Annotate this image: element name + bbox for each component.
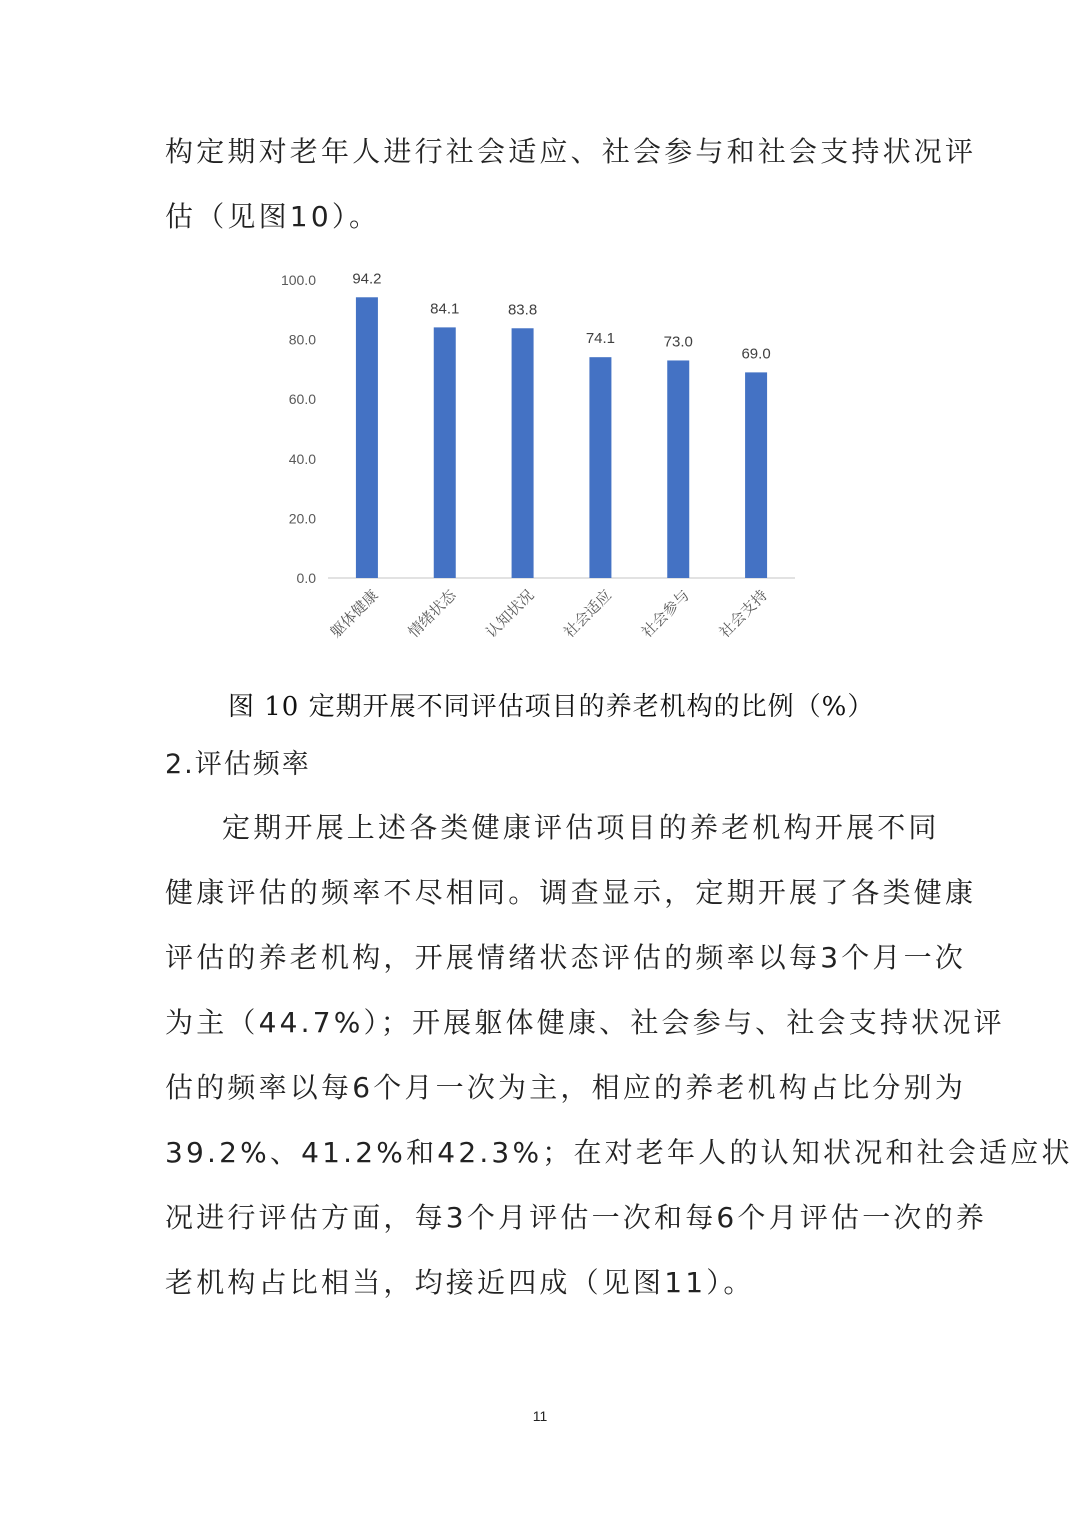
x-category-label: 躯体健康: [327, 586, 382, 642]
body-line: 况进行评估方面，每3个月评估一次和每6个月评估一次的养: [165, 1201, 988, 1234]
bar: [356, 297, 378, 578]
y-tick-label: 20.0: [288, 510, 316, 527]
y-tick-label: 80.0: [288, 331, 316, 348]
body-line: 评估的养老机构，开展情绪状态评估的频率以每3个月一次: [165, 941, 967, 974]
body-line: 定期开展上述各类健康评估项目的养老机构开展不同: [222, 811, 940, 844]
y-tick-label: 60.0: [288, 391, 316, 408]
bar: [512, 328, 534, 578]
y-tick-label: 40.0: [288, 450, 316, 467]
page-number: 11: [532, 1408, 548, 1424]
bar: [434, 327, 456, 578]
section-heading: 2.评估频率: [165, 749, 311, 780]
bar: [745, 372, 767, 578]
x-category-label: 情绪状态: [405, 586, 460, 642]
bar-value-label: 74.1: [585, 330, 616, 348]
body-line: 估的频率以每6个月一次为主，相应的养老机构占比分别为: [165, 1071, 967, 1104]
bar: [589, 357, 611, 578]
bar-value-label: 94.2: [352, 270, 382, 288]
bar-value-label: 84.1: [430, 300, 460, 318]
x-category-label: 社会适应: [560, 586, 616, 642]
bar-value-label: 69.0: [741, 345, 771, 363]
figure-caption: 图 10 定期开展不同评估项目的养老机构的比例（%）: [228, 692, 875, 722]
intro-line: 构定期对老年人进行社会适应、社会参与和社会支持状况评: [165, 135, 977, 168]
bar-chart: [260, 258, 820, 658]
intro-line: 估（见图10）。: [165, 200, 381, 233]
x-category-label: 社会支持: [716, 586, 771, 642]
bar-value-label: 83.8: [507, 301, 538, 319]
y-tick-label: 0.0: [296, 570, 316, 586]
body-line: 老机构占比相当，均接近四成（见图11）。: [165, 1266, 755, 1299]
body-line: 39.2%、41.2%和42.3%；在对老年人的认知状况和社会适应状: [165, 1136, 1073, 1169]
bar: [667, 360, 689, 578]
y-tick-label: 100.0: [280, 272, 316, 288]
body-line: 健康评估的频率不尽相同。调查显示，定期开展了各类健康: [165, 876, 977, 909]
x-category-label: 认知状况: [482, 586, 538, 642]
x-category-label: 社会参与: [638, 586, 694, 642]
body-line: 为主（44.7%）；开展躯体健康、社会参与、社会支持状况评: [165, 1006, 1005, 1039]
bar-value-label: 73.0: [663, 333, 693, 351]
